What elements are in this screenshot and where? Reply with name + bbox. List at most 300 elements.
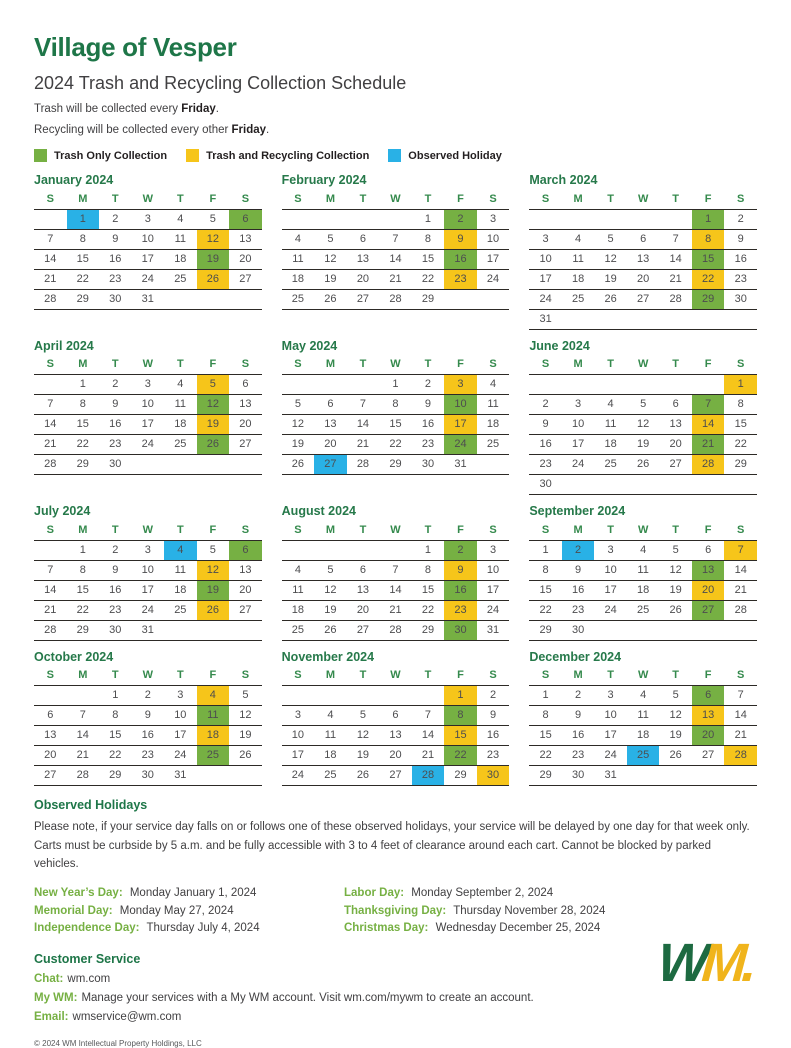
weekday-header: T (607, 192, 614, 205)
day-cell: 29 (539, 623, 552, 636)
weekday-header: F (209, 192, 217, 205)
mywm-label: My WM: (34, 991, 78, 1004)
day-cell: 24 (444, 435, 477, 455)
weekday-header: F (704, 192, 712, 205)
day-cell: 1 (424, 212, 432, 225)
day-cell: 19 (197, 249, 230, 269)
day-cell: 25 (486, 438, 500, 450)
day-cell: 30 (109, 623, 122, 636)
day-cell: 28 (669, 292, 682, 305)
recycling-frequency-text: Recycling will be collected every other (34, 124, 232, 136)
weekday-header: M (78, 669, 88, 682)
day-cell: 21 (734, 583, 747, 596)
weekday-header: W (637, 192, 649, 205)
day-cell: 18 (571, 272, 585, 285)
weekday-header-row (282, 189, 510, 209)
month-title-october-2024: October 2024 (34, 649, 114, 664)
day-cell: 1 (542, 543, 549, 556)
weekday-header: F (209, 523, 217, 536)
empty-day-cell (562, 209, 595, 229)
day-cell: 22 (734, 438, 747, 450)
day-cell: 2 (444, 209, 477, 229)
empty-day-cell (197, 620, 230, 640)
day-cell: 9 (144, 709, 151, 721)
week-row (282, 746, 510, 766)
empty-day-cell (594, 475, 627, 495)
day-cell: 27 (356, 623, 370, 636)
empty-day-cell (477, 455, 510, 475)
day-cell: 19 (197, 415, 230, 435)
day-cell: 11 (487, 398, 499, 410)
day-cell: 8 (542, 563, 549, 576)
empty-day-cell (659, 309, 692, 329)
month-title-june-2024: June 2024 (529, 338, 590, 353)
day-cell: 20 (239, 583, 252, 596)
day-cell: 4 (197, 686, 230, 706)
week-row (282, 686, 510, 706)
month-title-november-2024: November 2024 (281, 649, 375, 664)
month-november-2024 (282, 650, 510, 787)
day-cell: 13 (692, 560, 725, 580)
day-cell: 13 (389, 729, 402, 741)
day-cell: 1 (724, 375, 757, 395)
weekday-header: T (176, 192, 184, 205)
day-cell: 13 (239, 563, 252, 576)
page-subtitle: 2024 Trash and Recycling Collection Schedule (34, 73, 407, 93)
day-cell: 28 (412, 766, 445, 786)
empty-day-cell (594, 309, 627, 329)
month-title-march-2024: March 2024 (529, 173, 598, 187)
week-row (282, 415, 510, 435)
weekday-header: S (294, 358, 302, 371)
day-cell: 16 (444, 580, 477, 600)
day-cell: 27 (314, 455, 347, 475)
day-cell: 7 (47, 232, 54, 245)
day-cell: 1 (79, 378, 86, 390)
day-cell: 27 (239, 272, 252, 285)
day-cell: 19 (637, 438, 650, 450)
day-cell: 14 (44, 418, 57, 430)
week-row (529, 375, 757, 395)
weekday-header-row (529, 355, 757, 375)
day-cell: 28 (44, 292, 57, 305)
day-cell: 28 (734, 603, 747, 616)
day-cell: 29 (76, 292, 89, 305)
weekday-header: S (541, 358, 550, 371)
holiday-date: Monday May 27, 2024 (116, 904, 234, 917)
day-cell: 28 (389, 292, 402, 305)
month-march-2024 (529, 173, 757, 330)
empty-day-cell (282, 540, 315, 560)
empty-day-cell (724, 620, 757, 640)
day-cell: 15 (444, 726, 477, 746)
month-grid-november-2024 (282, 666, 510, 787)
day-cell: 3 (607, 689, 614, 701)
day-cell: 19 (291, 438, 305, 450)
day-cell: 8 (542, 709, 549, 721)
calendar-grid (34, 173, 757, 786)
week-row (34, 540, 262, 560)
day-cell: 17 (291, 749, 305, 761)
weekday-header: S (489, 192, 497, 205)
weekday-header: W (637, 358, 649, 371)
day-cell: 12 (239, 709, 252, 721)
day-cell: 1 (542, 689, 549, 701)
empty-day-cell (659, 209, 692, 229)
day-cell: 14 (44, 252, 57, 265)
day-cell: 15 (76, 418, 89, 430)
week-row (282, 540, 510, 560)
day-cell: 12 (324, 252, 337, 265)
weekday-header: W (390, 358, 401, 371)
weekday-header: M (573, 358, 583, 371)
day-cell: 17 (141, 583, 154, 596)
day-cell: 7 (47, 563, 54, 576)
empty-day-cell (282, 686, 315, 706)
day-cell: 5 (209, 212, 216, 225)
day-cell: 24 (141, 272, 154, 285)
day-cell: 6 (47, 709, 54, 721)
day-cell: 30 (539, 478, 552, 490)
weekday-header: T (607, 358, 614, 371)
day-cell: 8 (692, 229, 725, 249)
day-cell: 14 (669, 252, 682, 265)
day-cell: 30 (421, 458, 435, 470)
day-cell: 9 (424, 398, 432, 410)
day-cell: 27 (702, 749, 715, 761)
day-cell: 12 (324, 583, 337, 596)
week-row (282, 706, 510, 726)
day-cell: 24 (486, 603, 500, 616)
week-row (34, 726, 262, 746)
weekday-header: T (359, 523, 367, 536)
day-cell: 3 (294, 709, 301, 721)
day-cell: 30 (571, 623, 585, 636)
day-cell: 16 (444, 249, 477, 269)
month-grid-august-2024 (282, 520, 510, 641)
day-cell: 14 (44, 583, 57, 596)
day-cell: 18 (604, 438, 617, 450)
day-cell: 26 (197, 269, 230, 289)
week-row (34, 766, 262, 786)
day-cell: 27 (239, 438, 252, 450)
day-cell: 23 (571, 749, 585, 761)
day-cell: 22 (76, 272, 89, 285)
empty-day-cell (314, 686, 347, 706)
empty-day-cell (379, 540, 412, 560)
weekday-header: F (209, 669, 217, 682)
week-row (34, 706, 262, 726)
week-row (34, 269, 262, 289)
customer-service-email (34, 1011, 757, 1023)
day-cell: 21 (44, 603, 57, 616)
email-value: wmservice@wm.com (72, 1010, 182, 1023)
weekday-header: W (142, 669, 153, 682)
day-cell: 11 (604, 418, 617, 430)
legend-item-holiday (388, 149, 502, 162)
day-cell: 23 (109, 272, 122, 285)
day-cell: 25 (174, 438, 187, 450)
day-cell: 18 (174, 418, 187, 430)
weekday-header: S (541, 192, 550, 205)
day-cell: 16 (109, 583, 122, 596)
day-cell: 4 (640, 689, 647, 701)
empty-day-cell (692, 766, 725, 786)
weekday-header: S (541, 669, 550, 682)
weekday-header: T (424, 358, 432, 371)
day-cell: 5 (242, 689, 249, 701)
chat-label: Chat: (34, 972, 64, 985)
day-cell: 27 (637, 292, 650, 305)
empty-day-cell (692, 475, 725, 495)
day-cell: 8 (737, 398, 744, 410)
empty-day-cell (197, 766, 230, 786)
empty-day-cell (282, 209, 315, 229)
day-cell: 10 (486, 563, 500, 576)
day-cell: 28 (76, 769, 89, 781)
day-cell: 29 (734, 458, 747, 470)
day-cell: 12 (197, 560, 230, 580)
week-row (282, 229, 510, 249)
day-cell: 7 (692, 395, 725, 415)
day-cell: 19 (356, 749, 370, 761)
day-cell: 12 (356, 729, 370, 741)
empty-day-cell (34, 686, 67, 706)
month-grid-october-2024 (34, 666, 262, 787)
week-row (529, 475, 757, 495)
day-cell: 3 (542, 232, 549, 245)
day-cell: 22 (539, 603, 552, 616)
day-cell: 14 (421, 729, 435, 741)
weekday-header: T (359, 192, 367, 205)
week-row (282, 620, 510, 640)
holiday-column-2 (344, 882, 757, 940)
day-cell: 6 (359, 232, 366, 245)
legend-item-trash (34, 149, 167, 162)
day-cell: 31 (604, 769, 617, 781)
weekday-header: F (457, 358, 464, 371)
day-cell: 28 (356, 458, 370, 470)
day-cell: 10 (604, 709, 617, 721)
wm-logo-m: M (699, 933, 745, 993)
month-grid-april-2024 (34, 355, 262, 476)
day-cell: 25 (571, 292, 585, 305)
day-cell: 7 (392, 232, 399, 245)
day-cell: 17 (604, 729, 617, 741)
empty-day-cell (562, 375, 595, 395)
holiday-name-label: Labor Day: (344, 887, 405, 900)
empty-day-cell (347, 209, 380, 229)
day-cell: 25 (174, 272, 187, 285)
day-cell: 13 (239, 232, 252, 245)
day-cell: 11 (197, 706, 230, 726)
day-cell: 20 (356, 272, 370, 285)
day-cell: 6 (359, 563, 366, 576)
week-row (282, 209, 510, 229)
day-cell: 21 (669, 272, 682, 285)
day-cell: 25 (197, 746, 230, 766)
day-cell: 29 (539, 769, 552, 781)
day-cell: 29 (109, 769, 122, 781)
week-row (282, 435, 510, 455)
holiday-date: Thursday July 4, 2024 (143, 922, 260, 935)
day-cell: 30 (571, 769, 585, 781)
weekday-header-row (282, 520, 510, 540)
week-row (34, 249, 262, 269)
day-cell: 29 (76, 623, 89, 636)
week-row (529, 686, 757, 706)
day-cell: 4 (177, 378, 184, 390)
day-cell: 5 (640, 398, 647, 410)
day-cell: 10 (604, 563, 617, 576)
day-cell: 13 (692, 706, 725, 726)
month-grid-september-2024 (529, 520, 757, 641)
day-cell: 2 (112, 212, 119, 225)
weekday-header: M (573, 192, 583, 205)
week-row (34, 395, 262, 415)
month-october-2024 (34, 650, 262, 787)
empty-day-cell (34, 209, 67, 229)
empty-day-cell (229, 455, 262, 475)
empty-day-cell (627, 766, 660, 786)
day-cell: 7 (79, 709, 86, 721)
weekday-header: S (489, 358, 497, 371)
day-cell: 15 (76, 252, 89, 265)
day-cell: 11 (572, 252, 584, 265)
weekday-header: W (142, 523, 153, 536)
day-cell: 13 (356, 583, 370, 596)
day-cell: 9 (575, 563, 582, 576)
month-june-2024 (529, 339, 757, 496)
empty-day-cell (659, 620, 692, 640)
week-row (34, 600, 262, 620)
observed-holidays-heading: Observed Holidays (34, 798, 148, 812)
weekday-header-row (34, 355, 262, 375)
empty-day-cell (692, 309, 725, 329)
week-row (34, 686, 262, 706)
legend (34, 149, 757, 162)
weekday-header: T (672, 523, 680, 536)
weekday-header-row (34, 520, 262, 540)
day-cell: 7 (724, 540, 757, 560)
day-cell: 4 (575, 232, 582, 245)
empty-day-cell (692, 375, 725, 395)
day-cell: 5 (607, 232, 614, 245)
empty-day-cell (659, 375, 692, 395)
day-cell: 25 (291, 292, 305, 305)
week-row (34, 229, 262, 249)
day-cell: 18 (174, 252, 187, 265)
legend-label-holiday: Observed Holiday (408, 149, 502, 162)
month-february-2024 (282, 173, 510, 310)
day-cell: 10 (141, 563, 154, 576)
month-august-2024 (282, 504, 510, 641)
day-cell: 26 (324, 623, 337, 636)
day-cell: 31 (174, 769, 187, 781)
day-cell: 17 (486, 583, 500, 596)
day-cell: 23 (539, 458, 552, 470)
day-cell: 2 (424, 378, 432, 390)
week-row (529, 435, 757, 455)
empty-day-cell (627, 620, 660, 640)
empty-day-cell (132, 455, 165, 475)
day-cell: 8 (79, 563, 86, 576)
weekday-header-row (282, 355, 510, 375)
weekday-header-row (34, 189, 262, 209)
day-cell: 20 (692, 726, 725, 746)
day-cell: 31 (539, 312, 552, 325)
day-cell: 7 (737, 689, 744, 701)
day-cell: 30 (734, 292, 747, 305)
day-cell: 15 (539, 729, 552, 741)
empty-day-cell (627, 309, 660, 329)
day-cell: 2 (489, 689, 497, 701)
day-cell: 24 (141, 438, 154, 450)
day-cell: 14 (734, 709, 747, 721)
week-row (34, 455, 262, 475)
day-cell: 15 (389, 418, 402, 430)
day-cell: 21 (692, 435, 725, 455)
customer-service-lines (34, 973, 757, 1023)
week-row (34, 209, 262, 229)
day-cell: 9 (575, 709, 582, 721)
empty-day-cell (627, 475, 660, 495)
day-cell: 29 (389, 458, 402, 470)
holiday-entry (344, 887, 757, 899)
day-cell: 2 (112, 378, 119, 390)
weekday-header: W (390, 669, 401, 682)
month-title-september-2024: September 2024 (529, 504, 626, 518)
day-cell: 2 (112, 543, 119, 556)
day-cell: 3 (144, 212, 151, 225)
day-cell: 5 (672, 689, 679, 701)
day-cell: 3 (489, 543, 497, 556)
weekday-header: F (704, 358, 712, 371)
empty-day-cell (477, 289, 510, 309)
copyright: © 2024 WM Intellectual Property Holdings, LLC (34, 1038, 202, 1048)
day-cell: 1 (79, 543, 86, 556)
day-cell: 14 (692, 415, 725, 435)
day-cell: 14 (76, 729, 89, 741)
weekday-header: T (359, 358, 367, 371)
day-cell: 22 (421, 272, 435, 285)
week-row (282, 766, 510, 786)
day-cell: 15 (734, 418, 747, 430)
day-cell: 19 (669, 583, 682, 596)
wm-logo (655, 933, 760, 993)
empty-day-cell (594, 620, 627, 640)
day-cell: 14 (734, 563, 747, 576)
weekday-header: T (607, 523, 614, 536)
day-cell: 4 (327, 709, 334, 721)
day-cell: 6 (705, 543, 712, 556)
day-cell: 30 (109, 458, 122, 470)
weekday-header: W (637, 669, 649, 682)
day-cell: 22 (76, 438, 89, 450)
week-row (34, 560, 262, 580)
day-cell: 13 (239, 398, 252, 410)
day-cell: 20 (324, 438, 337, 450)
week-row (282, 375, 510, 395)
day-cell: 21 (389, 272, 402, 285)
week-row (529, 560, 757, 580)
day-cell: 26 (669, 603, 682, 616)
day-cell: 16 (734, 252, 747, 265)
day-cell: 10 (571, 418, 585, 430)
day-cell: 7 (359, 398, 366, 410)
month-september-2024 (529, 504, 757, 641)
weekday-header: T (672, 358, 680, 371)
